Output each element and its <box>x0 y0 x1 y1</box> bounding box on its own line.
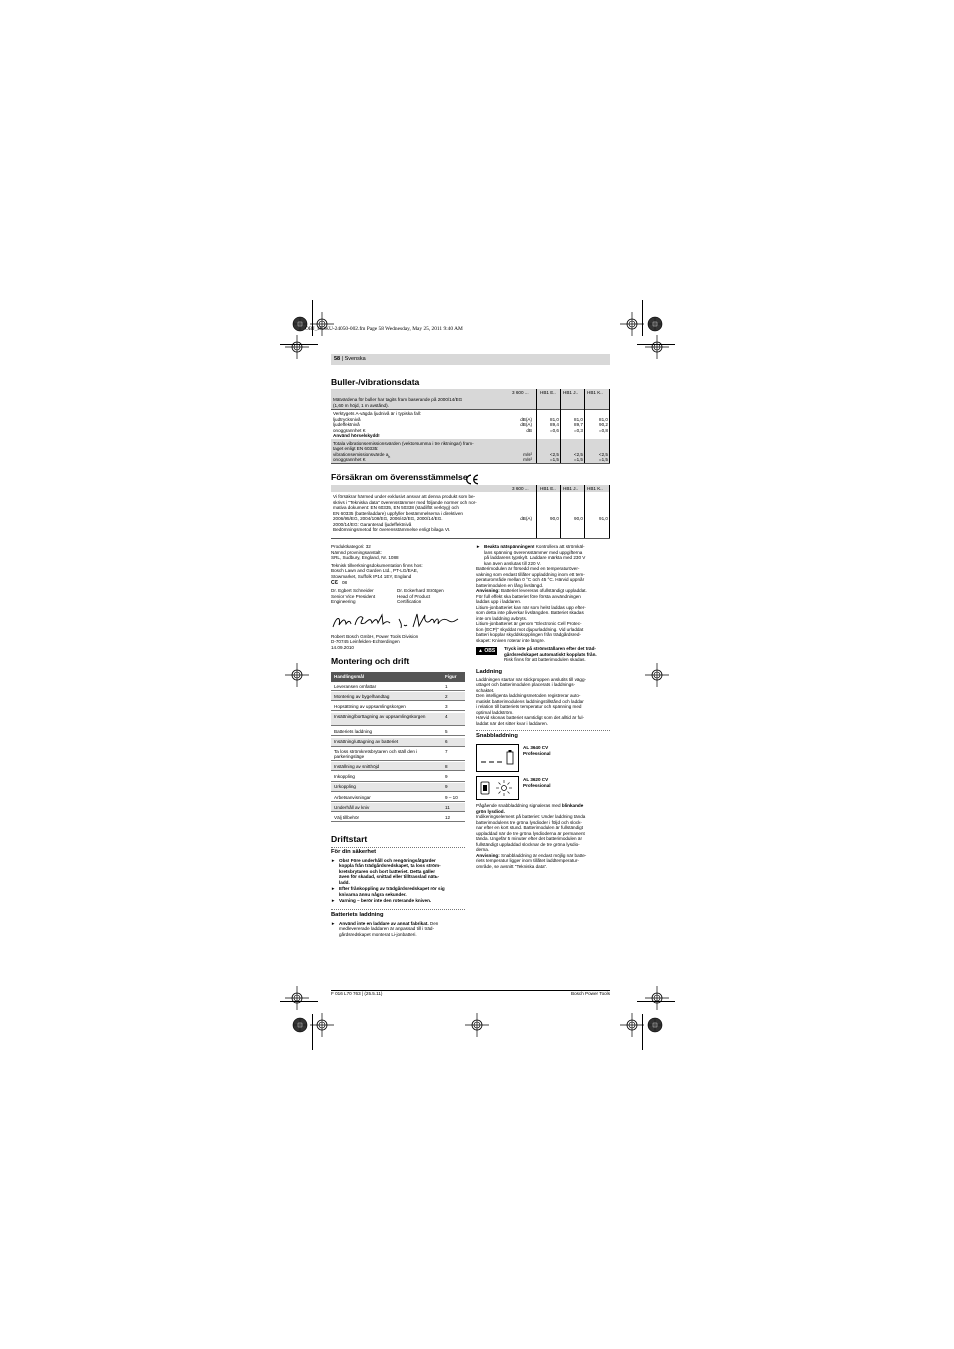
table-row <box>331 692 465 701</box>
column-header: Figur <box>445 674 457 679</box>
row-label: ljudeffektnivå <box>333 422 360 427</box>
safety-bullet <box>331 858 465 886</box>
row-label: onoggrannhet K <box>333 457 366 462</box>
conformity-text: Vi försäkrar härmed under exklusivt ansvar att denna produkt som be- <box>333 494 476 499</box>
column-divider <box>560 485 561 538</box>
value-cell: =1,5 <box>549 457 559 462</box>
column-header: HB1 E.. <box>540 486 556 491</box>
body-line: område, se avsnitt "Tekniska data". <box>476 863 548 869</box>
signer-1-line: Engineering <box>331 599 356 604</box>
address-line: Robert Bosch GmbH, Power Tools Division <box>331 633 419 639</box>
task-label: Leveransen omfattar <box>334 683 377 689</box>
registration-target-icon <box>620 312 644 336</box>
snabbladdning-title: Snabbladdning <box>476 733 518 739</box>
registration-dot-icon <box>646 315 664 333</box>
bullet-text: medlevererade laddaren är anpassad till i träd- <box>339 926 434 932</box>
value-cell: =0,6 <box>549 427 559 433</box>
print-job-header: OBJ_DOKU-24050-002.fm Page 58 Wednesday, May 25, 2011 9:40 AM <box>305 326 463 332</box>
figure-number: 7 <box>445 749 448 755</box>
row-rule <box>331 409 610 410</box>
unit-cell: m/s² <box>523 457 532 462</box>
crop-line <box>312 1014 313 1050</box>
crop-line <box>280 1001 318 1002</box>
voltage-bullet <box>476 544 610 566</box>
footer-left: F 016 L70 763 | (25.5.11) <box>331 991 383 996</box>
value-cell: =0,8 <box>598 427 608 433</box>
table-row <box>331 748 465 762</box>
table-row <box>331 793 465 802</box>
body-line: vakning som endast tillåter uppladdning inom ett tem- <box>476 571 585 577</box>
warning-triangle-icon: ▲ <box>478 648 485 654</box>
conformity-text: EN 60335 (batteriladdare) uppfyller bestämmelserna i direktiven <box>333 510 463 516</box>
body-line: skapet: Kniven roterar inte längre. <box>476 637 545 643</box>
table-row <box>331 713 465 727</box>
warning-badge <box>476 647 497 655</box>
value-cell: 81,0 <box>550 416 559 422</box>
row-rule <box>331 463 610 464</box>
ce-mark-icon <box>465 472 479 483</box>
registration-dot-icon <box>646 1016 664 1034</box>
warning-label: OBS <box>484 648 496 654</box>
bullet-text: Obs! Före underhåll och rengöringsåtgärder <box>339 857 436 863</box>
figure-number: 11 <box>445 804 450 810</box>
table-row <box>331 702 465 711</box>
column-header: 3 600 ... <box>512 486 529 491</box>
task-label: Arbetsanvisningar <box>334 794 371 800</box>
body-line: Litium-jonbatteriet kan när som helst laddas upp efter- <box>476 604 586 610</box>
body-line: batterimodulens tre gröna lysdioder i följd och slock- <box>476 819 582 825</box>
column-divider <box>609 485 610 538</box>
unit-cell: dB <box>526 427 532 433</box>
body-line: matiskt batterimodulens laddningstillstånd och laddar <box>476 698 584 704</box>
figure-number: 6 <box>445 739 448 744</box>
value-cell: 91,0 <box>599 516 608 521</box>
registration-target-icon <box>645 335 669 359</box>
bullet-text: lans spänning överensstämmer med uppgifterna <box>484 549 583 555</box>
body-line: som detta inte påverkar livslängden. Batteriet skadas <box>476 610 584 615</box>
registration-target-icon <box>465 1013 489 1037</box>
plain-text: Pågående snabbladdning signaleras med <box>476 803 562 808</box>
bullet-arrow-icon: ► <box>331 857 336 863</box>
crop-line <box>642 300 643 336</box>
table-row <box>331 738 465 747</box>
value-cell: =1,5 <box>573 457 583 462</box>
registration-target-icon <box>310 1013 334 1037</box>
column-divider <box>536 389 537 463</box>
body-line: Batterimodulen är försedd med en temperaturöver- <box>476 566 580 571</box>
column-divider <box>584 389 585 463</box>
row-label: Totala vibrationsemissionsvärden (vektorsumma i tre riktningar) fram- <box>333 440 474 446</box>
body-line: batterimodulen en lång livslängd. <box>476 582 544 588</box>
right-column <box>476 544 610 984</box>
registration-dot-icon <box>291 1016 309 1034</box>
row-rule <box>331 538 610 539</box>
column-header: 3 600 ... <box>512 390 529 395</box>
body-line: Den intelligenta laddningsmetoden registrerar auto- <box>476 693 581 698</box>
conformity-text: 2006/95/EG, 2004/108/EG, 2006/42/EG, 2000/14/EG. <box>333 516 443 521</box>
safety-title: För din säkerhet <box>331 848 377 855</box>
value-cell: <2,5 <box>549 451 559 457</box>
warning-text: gårdsredskapet automatiskt kopplats från. <box>504 651 597 657</box>
body-line: schaktet. <box>476 687 495 693</box>
value-cell: <2,5 <box>598 451 608 457</box>
crop-line <box>637 344 675 345</box>
bold-text: blinkande <box>561 803 584 808</box>
charger-3620-icon <box>476 776 519 800</box>
column-header: HB1 K.. <box>587 486 603 491</box>
registration-target-icon <box>645 986 669 1010</box>
charger-model: AL 3640 CV <box>523 745 549 750</box>
body-line: fullständigt uppladdad slocknar de tre gröna lysdio- <box>476 841 580 847</box>
body-line: Indikeringselement på batteriet: Under laddning tända <box>476 814 586 819</box>
body-line: i relation till batteriets temperatur och spänning med <box>476 704 582 709</box>
section-rule <box>331 909 465 910</box>
row-label: Använd hörselskydd! <box>333 433 380 438</box>
driftstart-title: Driftstart <box>331 833 368 844</box>
charger-model: Professional <box>523 782 551 788</box>
address-line: D-70745 Leinfelden-Echterdingen <box>331 639 400 644</box>
task-label: Ta loss strömkretsbrytaren och ställ den i parkeringsläge <box>334 749 418 760</box>
body-line: tion (ECP)" skyddat mot djupurladdning. Vid urladdat <box>476 626 584 632</box>
subscript: h <box>388 454 391 459</box>
signer-1-line: Dr. Egbert Schneider <box>331 588 374 593</box>
body-line: uttaget och batterimodulen placerats i laddnings- <box>476 682 576 687</box>
column-header: HB1 J.. <box>563 390 579 395</box>
value-cell: 90,0 <box>574 516 583 521</box>
row-label: onoggrannhet K <box>333 427 366 433</box>
table-header-row <box>331 672 465 682</box>
bullet-text: på laddarens typskylt. Laddare märkta med 230 V <box>484 555 586 560</box>
warning-text: Tryck inte på strömställaren efter det träd- <box>504 646 596 651</box>
noise-data-table <box>331 389 610 463</box>
tech-doc-line: Stowmarket, Suffolk IP14 1EY, England <box>331 573 412 579</box>
bullet-text: även för skadad, snittad eller tilltrasslad nätь- <box>339 874 440 880</box>
task-label: Inkoppling <box>334 774 355 780</box>
conformity-text: 2000/14/EG: Garanterad ljudeffektnivå <box>333 521 412 527</box>
left-column <box>331 544 465 984</box>
value-cell: =1,5 <box>598 457 608 462</box>
plain-text: Snabbladdning är endast möjlig när batte- <box>499 852 587 858</box>
plain-text: Kontrollera att strömkäl- <box>534 544 585 549</box>
table-row <box>331 803 465 812</box>
noise-title: Buller-/vibrationsdata <box>331 377 420 387</box>
unit-cell: dB(A) <box>520 516 532 521</box>
signer-1-line: Senior Vice President <box>331 593 376 599</box>
body-line: laddas upp i laddaren. <box>476 599 522 604</box>
footer-right: Bosch Power Tools <box>571 991 610 996</box>
conformity-text: mativa dokument: EN 60335, EN 50338 (stadilföt verktyg) och <box>333 505 459 510</box>
body-line: laddat när det sitter kvar i laddaren. <box>476 720 549 726</box>
body-line: batteri kopplar skyddskopplingen från trädgårdsred- <box>476 632 581 637</box>
section-rule <box>476 730 610 731</box>
bullet-text: kretsbrytaren och bort batteriet. Detta gäller <box>339 868 435 874</box>
crop-line <box>280 344 318 345</box>
running-head-language: Svenska <box>344 356 366 362</box>
bold-lead: Använd inte en laddare av annat fabrikat. <box>339 920 429 926</box>
bullet-text: gårdsredskapet monterat Li-jonbatteri. <box>339 931 417 937</box>
task-label: Underhåll av kniv <box>334 804 370 810</box>
bullet-text: knivarna ännu några sekunder. <box>339 891 407 897</box>
task-label: Batteriets laddning <box>334 728 373 734</box>
value-cell: =0,3 <box>573 427 583 433</box>
column-header: HB1 K.. <box>587 390 603 395</box>
bullet-text: Varning – berör inte den roterande kniven. <box>339 898 432 904</box>
body-line: inte om laddning avbryts. <box>476 615 528 621</box>
row-label: ljudtrycksnivå <box>333 416 361 422</box>
intro-row <box>331 396 610 409</box>
tech-doc-line: Teknisk tillverkningsdokumentation finns hos: <box>331 562 423 568</box>
body-line: grön lysdiod. <box>476 808 505 814</box>
registration-target-icon <box>285 986 309 1010</box>
signer-2-line: Head of Product <box>397 593 431 599</box>
task-label: Urkoppling <box>334 784 356 790</box>
table-row <box>331 773 465 782</box>
value-cell: 89,7 <box>574 422 583 427</box>
row-label: taget enligt EN 60335: <box>333 446 379 451</box>
plain-text: Den <box>428 920 439 926</box>
registration-target-icon <box>285 663 309 687</box>
bullet-arrow-icon: ► <box>331 898 336 904</box>
unit-cell: dB(A) <box>520 422 532 427</box>
bullet-arrow-icon: ► <box>331 920 336 926</box>
row-label: vibrationsemissionsvärde $a_h$ <box>333 451 391 459</box>
crop-line <box>642 1014 643 1050</box>
value-cell: <2,5 <box>573 451 583 457</box>
body-line: nar efter en kort stund. Batterimodulen är fullständigt <box>476 825 583 830</box>
conformity-table <box>331 485 610 538</box>
body-line: Laddningen startar när stickproppen anslutits till vägg- <box>476 676 587 682</box>
value-cell: 90,2 <box>599 422 608 427</box>
value-cell: 81,0 <box>574 416 583 422</box>
table-row <box>331 783 465 792</box>
figure-number: 12 <box>445 814 451 820</box>
manual-page <box>331 354 610 998</box>
value-cell: 89,4 <box>550 422 559 427</box>
plain-text: Batteriet levereras ofullständigt uppladdat. <box>499 588 587 593</box>
task-label: Montering av bygelhandtag <box>334 693 390 699</box>
registration-target-icon <box>620 1013 644 1037</box>
bullet-arrow-icon: ► <box>476 544 481 549</box>
signer-2-line: Certification <box>397 599 422 604</box>
bullet-text: kan även anslutas till 220 V. <box>484 560 541 566</box>
laddning-title: Laddning <box>476 668 503 675</box>
figure-number: 1 <box>445 683 448 689</box>
page-number: 58 <box>334 356 341 362</box>
figure-number: 9 <box>445 774 448 780</box>
body-line: uppladdad när de tre gröna lysdioderna är permanent <box>476 830 585 836</box>
figure-number: 2 <box>445 693 448 699</box>
unit-cell: m/s² <box>523 451 532 457</box>
charging-bullet <box>331 921 465 938</box>
figure-number: 8 <box>445 763 448 769</box>
column-header: Handlingsmål <box>334 674 365 679</box>
table-header-row <box>331 389 610 396</box>
bullet-text: kopplа från trädgårdsredskapet, ta loss ström- <box>339 863 441 869</box>
column-header: HB1 J.. <box>563 486 579 491</box>
column-divider <box>584 485 585 538</box>
figure-number: 9 <box>445 784 448 790</box>
body-line: peraturområde mellan 0 °C och 45 °C. Härvid uppnår <box>476 577 585 582</box>
body-line: optimal laddström. <box>476 709 514 715</box>
ce-mark-icon: CƐ <box>331 579 338 586</box>
figure-number: 5 <box>445 728 448 734</box>
task-label: Inställning av snitthöjd <box>334 763 380 769</box>
charger-model: Professional <box>523 750 551 756</box>
registration-target-icon <box>310 312 334 336</box>
table-header-row <box>331 485 610 492</box>
running-head: 58 | Svenska <box>331 354 610 365</box>
task-label: Välj tillbehör <box>334 814 360 820</box>
column-header: HB1 E.. <box>540 390 556 395</box>
charger-3640-icon <box>476 744 519 772</box>
crop-line <box>637 1001 675 1002</box>
charging-title: Batteriets laddning <box>331 911 384 918</box>
column-divider <box>536 485 537 538</box>
safety-bullet <box>331 886 465 897</box>
row-label: Verktygets A-vägda ljudnivå är i typiska fall: <box>333 411 422 416</box>
intro-text: (1,60 m höjd, 1 m avstånd). <box>333 402 389 408</box>
conformity-text: Bedömningsmetod för överensstämmelse enligt bilaga VI. <box>333 527 451 532</box>
bold-lead: Beakta nätspänningen! <box>484 544 535 549</box>
bullet-arrow-icon: ► <box>331 886 336 892</box>
task-label: Insättning/uttagning av batteriet <box>334 739 399 744</box>
registration-target-icon <box>285 335 309 359</box>
table-row <box>331 682 465 691</box>
task-label: Insättning/borttagning av uppsamlingskorgen <box>334 714 426 720</box>
table-row <box>331 727 465 736</box>
section-rule <box>331 847 465 848</box>
signer-2-line: Dr. Eckerhard Strötgen <box>397 588 444 593</box>
product-info-line: Nämnd provningsanstalt: <box>331 549 382 555</box>
safety-bullet <box>331 898 465 904</box>
table-row <box>331 762 465 771</box>
warning-text: Risk finns för att batterimodulen skadas. <box>504 657 586 662</box>
figure-number: 9 – 10 <box>445 794 458 800</box>
conformity-title: Försäkran om överensstämmelse <box>331 472 468 482</box>
body-line: Litium-jonbatteriet är genom "Electronic Cell Protec- <box>476 621 582 626</box>
registration-target-icon <box>645 663 669 687</box>
address-line: 14.09.2010 <box>331 644 354 650</box>
product-info-line: Produktkategori: 32 <box>331 544 371 549</box>
product-info-line: SRL, Sudbury, England, Nr. 1088 <box>331 555 399 560</box>
mounting-title: Montering och drift <box>331 656 410 666</box>
ce-year: 08 <box>342 579 348 585</box>
handwritten-signatures <box>331 609 465 633</box>
bold-lead: Anvisning: <box>476 852 500 858</box>
body-line: derna. <box>476 847 490 852</box>
figure-number: 4 <box>445 714 448 720</box>
bold-lead: Anvisning: <box>476 588 500 593</box>
body-line: För full effekt ska batteriet före första användningen <box>476 593 581 599</box>
table-row <box>331 813 465 822</box>
bullet-text: Efter frånkoppling av trädgårdsredskapet rör sig <box>339 886 445 892</box>
body-line: Härvid skonas batteriet samtidigt som det alltid är ful- <box>476 715 584 720</box>
unit-cell: dB(A) <box>520 416 532 422</box>
figure-number: 3 <box>445 703 448 709</box>
intro-text: Mätvärdena för buller har tagits fram baserande på 2000/14/EG <box>333 397 463 402</box>
column-divider <box>560 389 561 463</box>
bullet-text: ladd. <box>339 879 350 885</box>
value-cell: 81,0 <box>599 416 608 422</box>
task-label: Hopsättning av uppsamlingskorgen <box>334 703 406 709</box>
body-line: riets temperatur ligger inom tillåtet laddtemperatur- <box>476 858 579 863</box>
ce-year-mark <box>331 580 347 587</box>
charger-model: AL 3620 CV <box>523 777 549 782</box>
body-line: tända. Ungefär 5 minuter efter det batterimodulen är <box>476 836 582 841</box>
tech-doc-line: Bosch Lawn and Garden Ltd., PT-LG/EAE, <box>331 568 419 573</box>
conformity-text: skrivs i "Tekniska data" överensstämmer med följande normer och nor- <box>333 499 477 505</box>
column-divider <box>609 389 610 463</box>
value-cell: 90,0 <box>550 516 559 521</box>
